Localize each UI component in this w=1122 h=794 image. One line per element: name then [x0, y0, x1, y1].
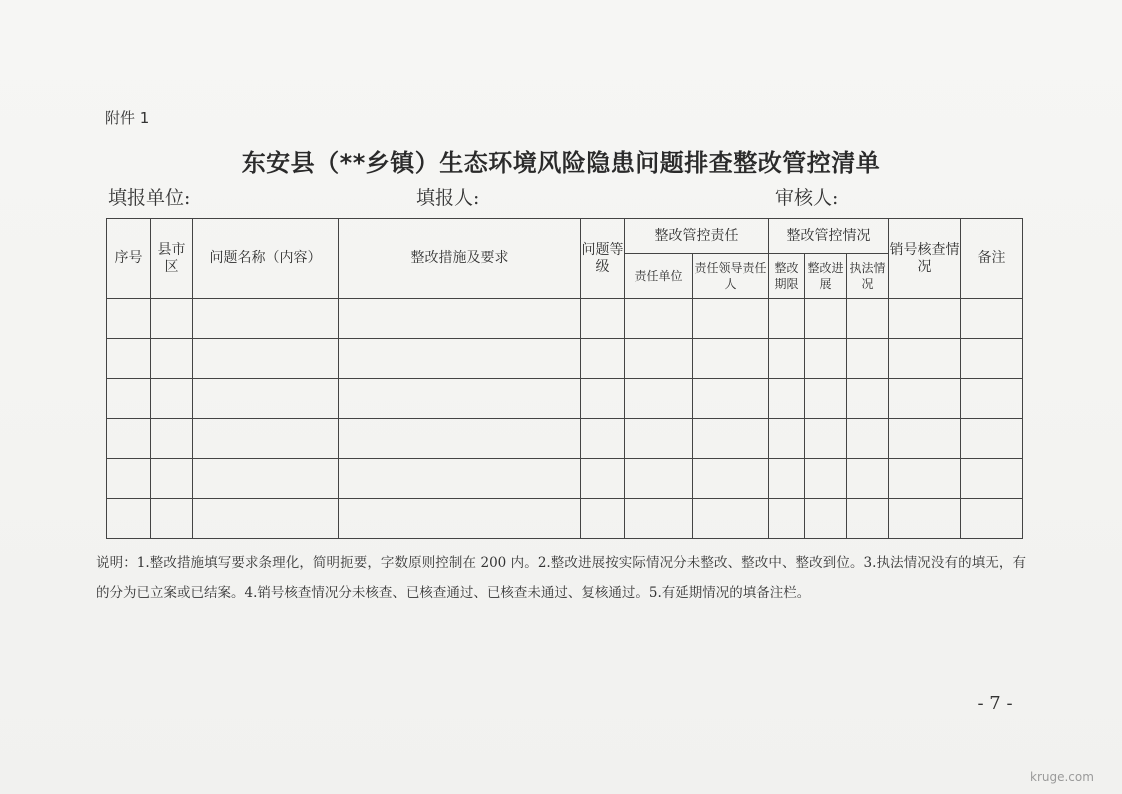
- table-cell: [847, 299, 889, 339]
- table-cell: [889, 339, 961, 379]
- header-county: 县市区: [151, 219, 193, 299]
- header-remarks: 备注: [961, 219, 1023, 299]
- header-responsibility-group: 整改管控责任: [625, 219, 769, 254]
- table-cell: [193, 379, 339, 419]
- reviewer-label: 审核人:: [775, 187, 839, 209]
- table-row: [107, 379, 1023, 419]
- table-cell: [581, 299, 625, 339]
- table-cell: [193, 419, 339, 459]
- table-cell: [889, 459, 961, 499]
- table-cell: [847, 499, 889, 539]
- table-cell: [769, 379, 805, 419]
- table-cell: [961, 379, 1023, 419]
- table-cell: [693, 299, 769, 339]
- table-cell: [339, 299, 581, 339]
- header-status-group: 整改管控情况: [769, 219, 889, 254]
- header-problem: 问题名称（内容）: [193, 219, 339, 299]
- table-cell: [961, 299, 1023, 339]
- table-cell: [625, 419, 693, 459]
- table-cell: [693, 379, 769, 419]
- table-cell: [847, 419, 889, 459]
- table-cell: [961, 459, 1023, 499]
- table-cell: [625, 459, 693, 499]
- table-row: [107, 339, 1023, 379]
- header-deadline: 整改期限: [769, 254, 805, 299]
- page-number: - 7 -: [977, 693, 1013, 714]
- attachment-label: 附件 1: [105, 109, 150, 127]
- table-cell: [107, 379, 151, 419]
- table-cell: [889, 379, 961, 419]
- table-cell: [339, 339, 581, 379]
- table-cell: [961, 339, 1023, 379]
- page-title: 东安县（**乡镇）生态环境风险隐患问题排查整改管控清单: [241, 149, 881, 177]
- header-closure-check: 销号核查情况: [889, 219, 961, 299]
- table-cell: [961, 499, 1023, 539]
- table-cell: [769, 339, 805, 379]
- table-cell: [805, 459, 847, 499]
- table-row: [107, 459, 1023, 499]
- table-row: [107, 299, 1023, 339]
- table-cell: [625, 379, 693, 419]
- table-cell: [769, 499, 805, 539]
- table-cell: [107, 499, 151, 539]
- table-body: [107, 299, 1023, 539]
- table-cell: [693, 499, 769, 539]
- table-cell: [339, 379, 581, 419]
- table-cell: [151, 459, 193, 499]
- table-cell: [847, 339, 889, 379]
- table-cell: [339, 499, 581, 539]
- header-seq: 序号: [107, 219, 151, 299]
- header-measures: 整改措施及要求: [339, 219, 581, 299]
- table-cell: [693, 339, 769, 379]
- table-cell: [889, 299, 961, 339]
- table-cell: [151, 499, 193, 539]
- table-cell: [193, 299, 339, 339]
- table-cell: [889, 499, 961, 539]
- table-row: [107, 499, 1023, 539]
- table-cell: [693, 419, 769, 459]
- table-cell: [769, 419, 805, 459]
- table-cell: [847, 459, 889, 499]
- table-cell: [581, 419, 625, 459]
- table-cell: [805, 339, 847, 379]
- table-cell: [151, 299, 193, 339]
- table-cell: [107, 459, 151, 499]
- table-cell: [107, 299, 151, 339]
- table-cell: [769, 299, 805, 339]
- table-cell: [625, 499, 693, 539]
- table-cell: [581, 339, 625, 379]
- header-enforcement: 执法情况: [847, 254, 889, 299]
- table-cell: [581, 459, 625, 499]
- explanation-note: 说明：1.整改措施填写要求条理化，简明扼要，字数原则控制在 200 内。2.整改进展按实际情况分未整改、整改中、整改到位。3.执法情况没有的填无，有的分为已立案或已结案。4.销号核查情况分未核查、已核查通过、已核查未通过、复核通过。5.有延期情况的填备注栏。: [96, 555, 1026, 601]
- rectification-table: [106, 218, 1023, 539]
- table-cell: [193, 499, 339, 539]
- table-cell: [769, 459, 805, 499]
- table-cell: [805, 379, 847, 419]
- table-cell: [107, 419, 151, 459]
- table-cell: [625, 339, 693, 379]
- fill-unit-label: 填报单位:: [108, 187, 191, 209]
- table-cell: [151, 339, 193, 379]
- watermark: kruge.com: [1030, 770, 1094, 784]
- table-cell: [805, 499, 847, 539]
- table-cell: [889, 419, 961, 459]
- table-cell: [581, 379, 625, 419]
- header-resp-person: 责任领导责任人: [693, 254, 769, 299]
- table-cell: [339, 459, 581, 499]
- table-cell: [581, 499, 625, 539]
- table-cell: [193, 339, 339, 379]
- header-resp-unit: 责任单位: [625, 254, 693, 299]
- table-cell: [961, 419, 1023, 459]
- table-cell: [693, 459, 769, 499]
- table-cell: [805, 299, 847, 339]
- table-cell: [107, 339, 151, 379]
- table-cell: [805, 419, 847, 459]
- filler-label: 填报人:: [416, 187, 480, 209]
- table-cell: [193, 459, 339, 499]
- table-row: [107, 419, 1023, 459]
- table-cell: [847, 379, 889, 419]
- header-level: 问题等级: [581, 219, 625, 299]
- table-cell: [625, 299, 693, 339]
- table-cell: [339, 419, 581, 459]
- table-cell: [151, 419, 193, 459]
- table-cell: [151, 379, 193, 419]
- header-progress: 整改进展: [805, 254, 847, 299]
